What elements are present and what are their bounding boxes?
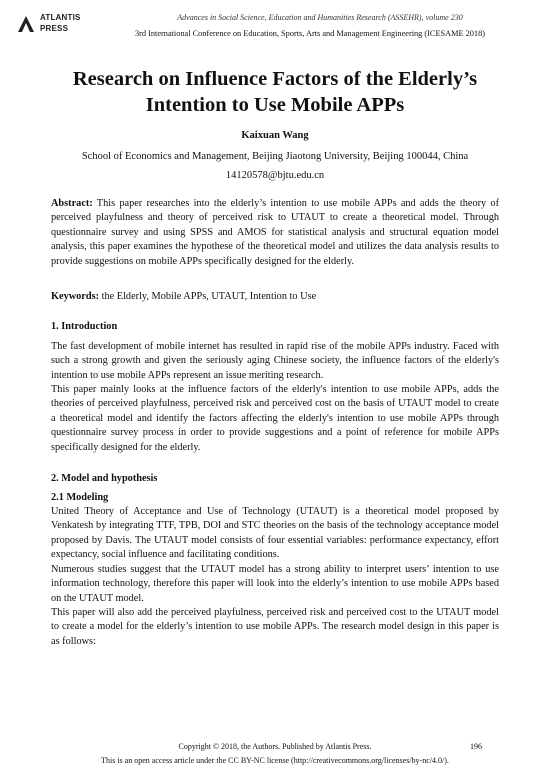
keywords-text: the Elderly, Mobile APPs, UTAUT, Intention to Use xyxy=(99,291,317,302)
title-line2: Intention to Use Mobile APPs xyxy=(145,94,405,116)
author-email: 14120578@bjtu.edu.cn xyxy=(225,170,325,181)
publisher-name-line2: PRESS xyxy=(40,24,69,33)
author-name: Kaixuan Wang xyxy=(241,130,309,141)
conference-header: 3rd International Conference on Education, Sports, Arts and Management Engineering (ICESAME 2018) xyxy=(135,29,485,38)
intro-paragraph-2: This paper mainly looks at the influence factors of the elderly's intention to use mobile APPs, adds the theories of perceived playfulness, perceived risk and perceived cost on the basis of UTAUT model to create a theoretical model and identify the factors affecting the elderly's intention to use mobile APPs through questionnaire survey process in order to provide suggestions and a point of reference for mobile APPs specifically designed for the elderly. xyxy=(51,384,499,453)
author-affiliation: School of Economics and Management, Beijing Jiaotong University, Beijing 100044, China xyxy=(81,151,469,162)
atlantis-logo-icon xyxy=(16,14,36,34)
title-line1: Research on Influence Factors of the Elderly’s xyxy=(72,68,478,90)
subsection-heading-modeling: 2.1 Modeling xyxy=(51,492,109,503)
series-header: Advances in Social Science, Education and Humanities Research (ASSEHR), volume 230 xyxy=(177,13,463,22)
modeling-paragraph-3: This paper will also add the perceived playfulness, perceived risk and perceived cost to the UTAUT model to create a model for the elderly’s intention to use mobile APPs. The research model design in this paper is as follows: xyxy=(51,607,499,647)
abstract xyxy=(51,197,499,269)
keywords xyxy=(51,290,499,304)
abstract-label: Abstract: xyxy=(51,198,93,209)
section-heading-introduction: 1. Introduction xyxy=(51,321,118,332)
copyright-notice: Copyright © 2018, the Authors. Published by Atlantis Press. xyxy=(178,742,372,751)
section-heading-model: 2. Model and hypothesis xyxy=(51,473,158,484)
keywords-label: Keywords: xyxy=(51,291,100,302)
modeling-paragraph-2: Numerous studies suggest that the UTAUT model has a strong ability to interpret users’ intention to use information technology, therefore this paper will look into the elderly’s intention to use mobile APPs based on the UTAUT model. xyxy=(51,564,499,604)
modeling-paragraph-1: United Theory of Acceptance and Use of Technology (UTAUT) is a theoretical model proposed by Venkatesh by integrating TTF, TPB, DOI and STC theories on the basis of the technology acceptance model proposed by Davis. The UTAUT model consists of four essential variables: performance expectancy, effort expectancy, social influence and facilitating conditions. xyxy=(51,506,499,561)
paper-title xyxy=(40,66,510,118)
intro-paragraph-1: The fast development of mobile internet has resulted in rapid rise of the mobile APPs industry. Faced with such a strong growth and given the seriously aging Chinese society, the influence factors of the elderly's intention to use mobile APPs represent an issue meriting research. xyxy=(51,341,499,381)
publisher-logo xyxy=(16,12,86,42)
license-notice: This is an open access article under the CC BY-NC license (http://creativecommons.org/licenses/by-nc/4.0/). xyxy=(101,756,449,765)
abstract-text: This paper researches into the elderly’s intention to use mobile APPs and adds the theory of perceived playfulness and theory of perceived risk to UTAUT to create a theoretical model. Through questionnaire survey and using SPSS and AMOS for statistical analysis and structural equation model analysis, this paper examines the hypothese of the theoretical model and utilizes the data analysis results to provide suggestions on mobile APPs specifically designed for the elderly. xyxy=(51,198,499,267)
page-number: 196 xyxy=(470,742,482,751)
publisher-name-line1: ATLANTIS xyxy=(40,13,81,22)
